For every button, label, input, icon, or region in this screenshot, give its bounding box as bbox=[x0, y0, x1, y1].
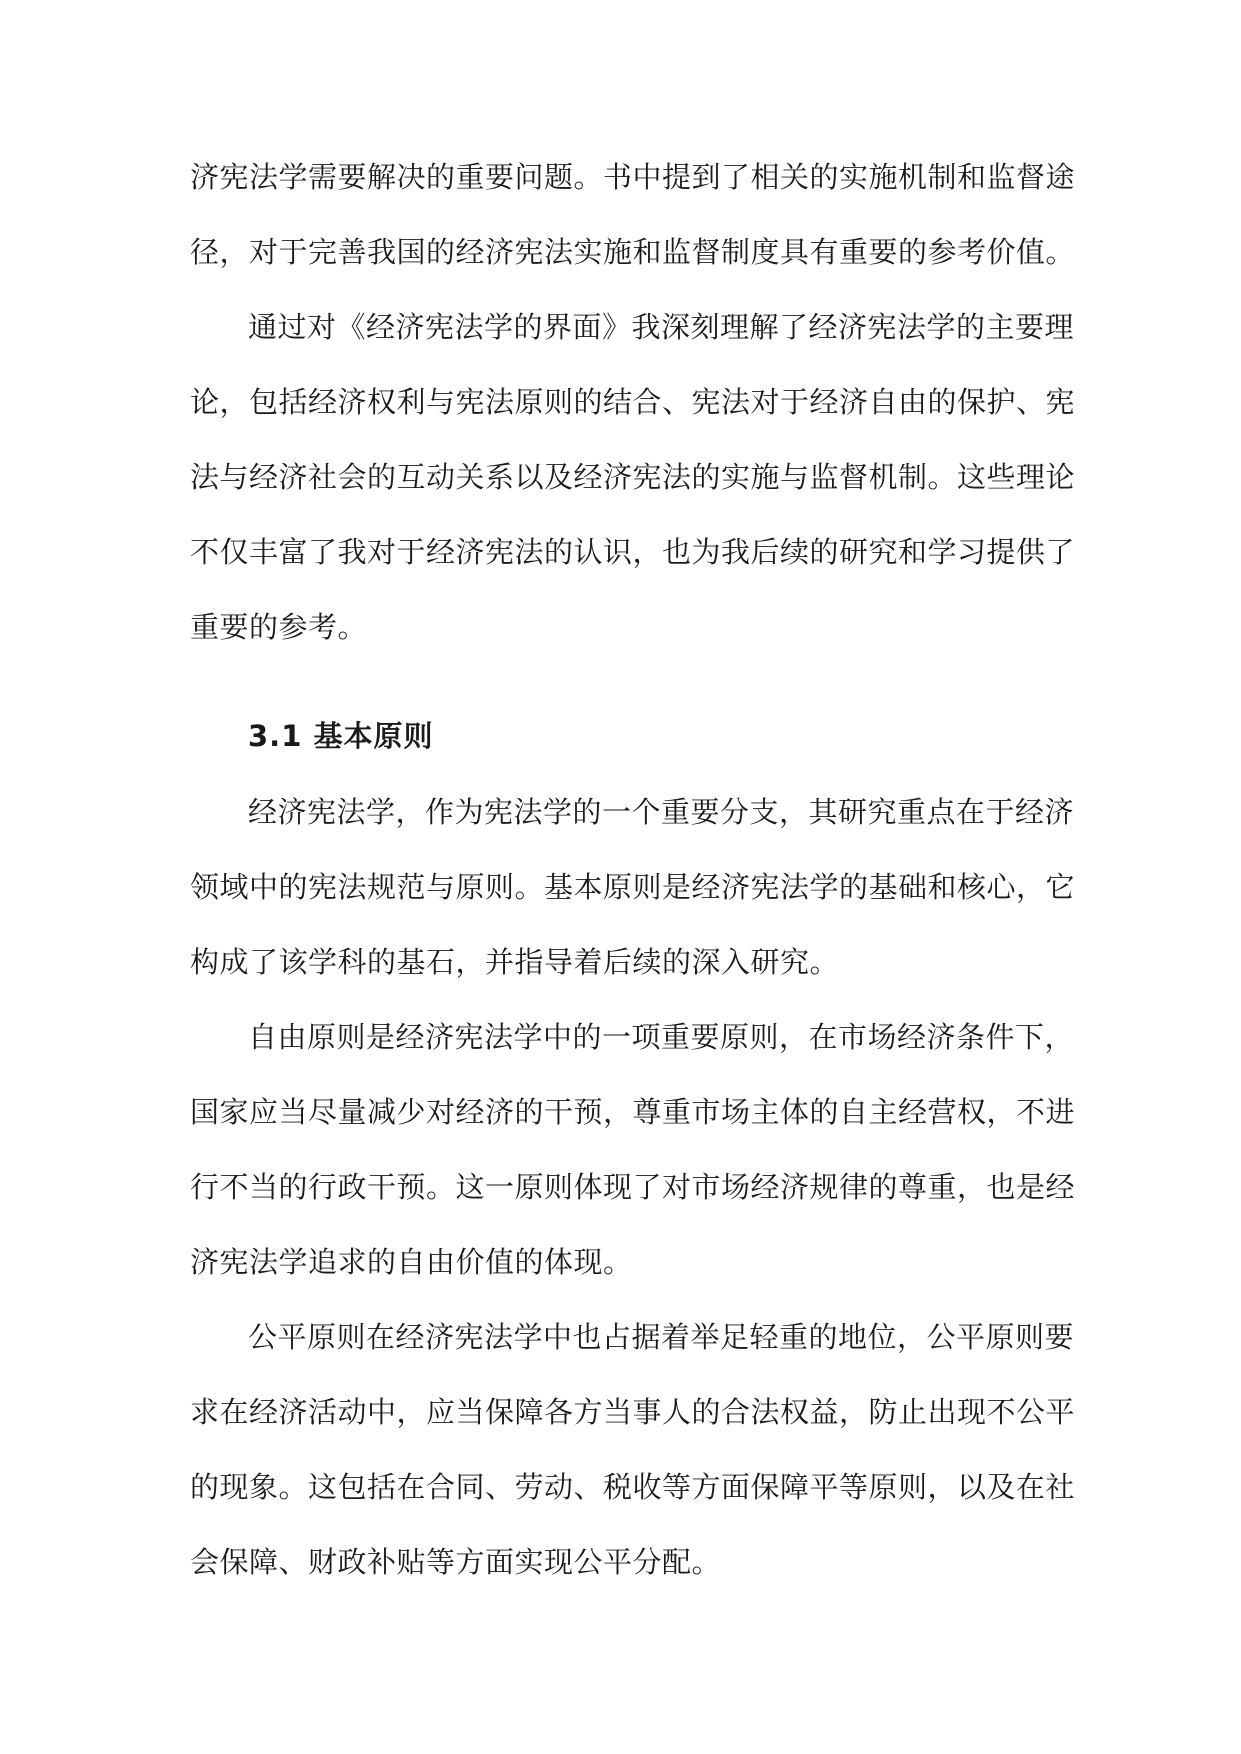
paragraph-line: 构成了该学科的基石，并指导着后续的深入研究。 bbox=[190, 945, 840, 979]
section-heading: 3.1 基本原则 bbox=[248, 719, 434, 753]
paragraph-line: 自由原则是经济宪法学中的一项重要原则，在市场经济条件下， bbox=[248, 1020, 1075, 1054]
paragraph-line: 国家应当尽量减少对经济的干预，尊重市场主体的自主经营权，不进 bbox=[190, 1095, 1076, 1129]
paragraph-line: 济宪法学需要解决的重要问题。书中提到了相关的实施机制和监督途 bbox=[190, 160, 1076, 194]
paragraph-line: 公平原则在经济宪法学中也占据着举足轻重的地位，公平原则要 bbox=[248, 1320, 1075, 1354]
paragraph-line: 不仅丰富了我对于经济宪法的认识，也为我后续的研究和学习提供了 bbox=[190, 535, 1076, 569]
paragraph-line: 径，对于完善我国的经济宪法实施和监督制度具有重要的参考价值。 bbox=[190, 235, 1076, 269]
paragraph-line: 求在经济活动中，应当保障各方当事人的合法权益，防止出现不公平 bbox=[190, 1395, 1076, 1429]
paragraph-line: 的现象。这包括在合同、劳动、税收等方面保障平等原则，以及在社 bbox=[190, 1470, 1076, 1504]
paragraph-line: 行不当的行政干预。这一原则体现了对市场经济规律的尊重，也是经 bbox=[190, 1170, 1076, 1204]
paragraph-line: 领域中的宪法规范与原则。基本原则是经济宪法学的基础和核心，它 bbox=[190, 870, 1076, 904]
paragraph-line: 通过对《经济宪法学的界面》我深刻理解了经济宪法学的主要理 bbox=[248, 310, 1075, 344]
paragraph-line: 经济宪法学，作为宪法学的一个重要分支，其研究重点在于经济 bbox=[248, 795, 1075, 829]
paragraph-line: 济宪法学追求的自由价值的体现。 bbox=[190, 1245, 633, 1279]
paragraph-line: 重要的参考。 bbox=[190, 610, 368, 644]
paragraph-line: 法与经济社会的互动关系以及经济宪法的实施与监督机制。这些理论 bbox=[190, 460, 1076, 494]
paragraph-line: 会保障、财政补贴等方面实现公平分配。 bbox=[190, 1545, 722, 1579]
paragraph-line: 论，包括经济权利与宪法原则的结合、宪法对于经济自由的保护、宪 bbox=[190, 385, 1076, 419]
